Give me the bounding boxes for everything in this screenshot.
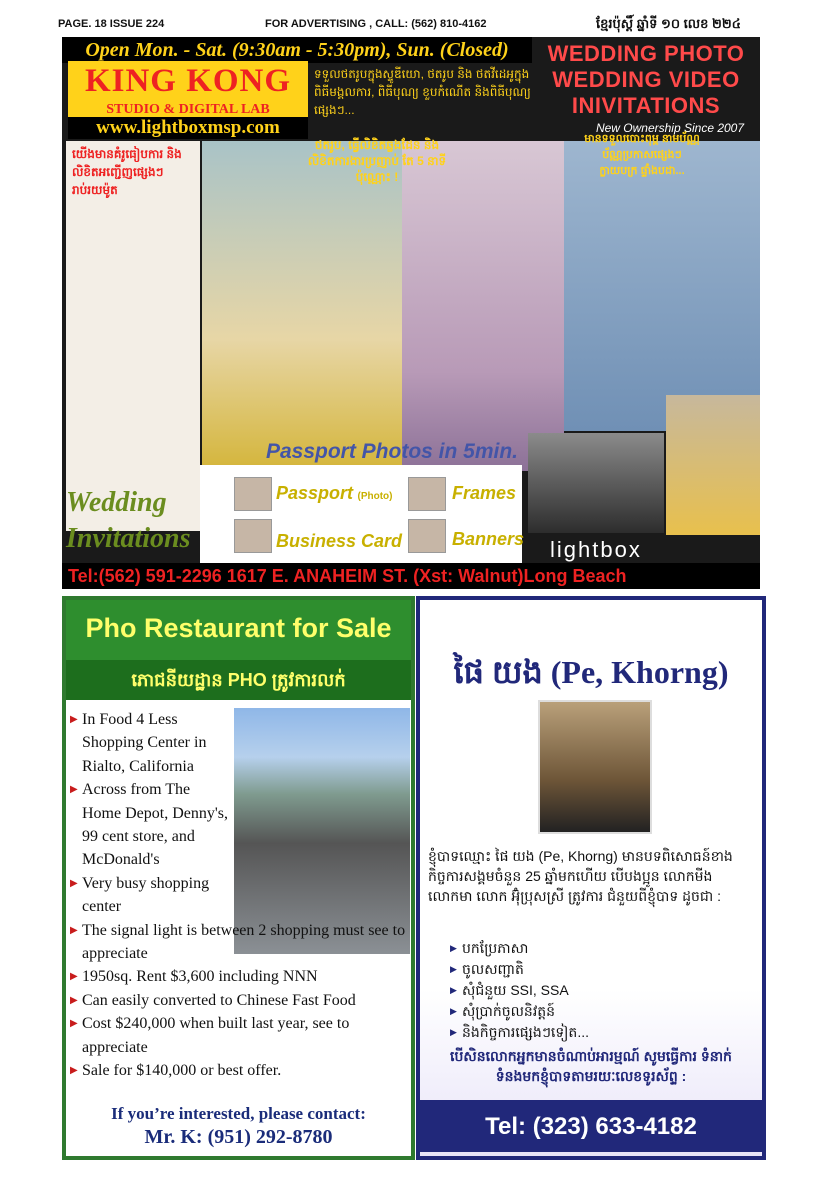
list-item: ▶ Very busy shopping center	[70, 872, 232, 919]
graduate-photo-2	[666, 395, 760, 535]
wedding-invitations-line: Wedding	[66, 487, 167, 518]
list-item: ▶ The signal light is between 2 shopping must see to appreciate	[70, 919, 406, 966]
wedding-invitations-label	[66, 485, 226, 557]
list-item: ▶ 1950sq. Rent $3,600 including NNN	[70, 965, 406, 988]
services-title-line: WEDDING VIDEO	[552, 67, 740, 92]
studio-contact: Tel:(562) 591-2296 1617 E. ANAHEIM ST. (Xst: Walnut)Long Beach	[62, 563, 760, 589]
portrait-photo	[538, 700, 652, 834]
lightbox-logo: lightbox	[550, 537, 642, 562]
khmer-passport-text: ថតរូប, ធ្វើលិខិតឆ្លងដែន និងលិខិតការងារប្រញាប់ តែ 5 នាទីប៉ុណ្ណោះ !	[307, 138, 447, 184]
services-title-line: WEDDING PHOTO	[547, 41, 745, 66]
pe-intro: ខ្ញុំបាទឈ្មោះ ផៃ យង (Pe, Khorng) មានបទពិសោធន៍ខាងកិច្ចការសង្គមចំនួន 25 ឆ្នាំមកហើយ បើបងប្អូន លោកមីង លោកមា លោក អ៊ុំប្រុសស្រី ត្រូវការ ជំនួយពីខ្ញុំបាទ ដូចជា :	[428, 848, 733, 904]
services-title-line: INIVITATIONS	[571, 93, 721, 118]
advertising-line: FOR ADVERTISING , CALL: (562) 810-4162	[265, 18, 487, 30]
list-item: ▶ សុំប្រាក់ចូលនិវត្តន៍	[450, 1001, 750, 1022]
studio-url[interactable]: www.lightboxmsp.com	[68, 117, 308, 139]
pe-closing: បើសិនលោកអ្នកមានចំណាប់អារម្មណ៍ សូមធ្វើការ ទំនាក់ទំនងមកខ្ញុំបាទតាមរយៈលេខទូរស័ព្ទ :	[450, 1048, 732, 1084]
khmer-invitation-text: យើងមានគំរូធៀបការ និងលិខិតអញ្ជើញផ្សេងៗ រាប់រយម៉ូត	[72, 147, 182, 197]
pho-details-list	[70, 708, 406, 1083]
list-item: ▶ Can easily converted to Chinese Fast Food	[70, 989, 406, 1012]
passport-promo: Passport Photos in 5min.	[265, 440, 519, 463]
pho-title: Pho Restaurant for Sale	[66, 600, 411, 660]
studio-name: KING KONG	[68, 61, 308, 101]
list-item: ▶ ចូលសញ្ជាតិ	[450, 959, 750, 980]
pho-restaurant-ad	[62, 596, 415, 1160]
frames-icon	[408, 477, 446, 511]
khmer-printing-text: មានទទួលបោះពុម្ព នាមប័ណ្ណ ប័ណ្ណប្រកាសផ្សេងៗ ក្លាយបក្រ ផ្ទាំងបដា...	[584, 133, 700, 177]
banners-icon	[408, 519, 446, 553]
bride-photo	[402, 141, 564, 471]
khmer-issue: ខ្មែរប៉ុស្ដិ៍ ឆ្នាំទី ១០ លេខ ២២៤	[596, 16, 741, 31]
pho-contact-phone[interactable]: Mr. K: (951) 292-8780	[144, 1126, 333, 1148]
list-item: ▶ និងកិច្ចការផ្សេងៗទៀត...	[450, 1022, 750, 1043]
list-item: ▶ សុំជំនួយ SSI, SSA	[450, 980, 750, 1001]
list-item: ▶ In Food 4 Less Shopping Center in Rialto, California	[70, 708, 232, 778]
wedding-invitations-line: Invitations	[66, 523, 191, 554]
services-title	[534, 41, 758, 119]
service-passport	[276, 483, 392, 504]
khmer-services-text: ទទួលថតរូបក្នុងស្ទូឌីយោ, ថតរូប និង ថតវីដេអូក្នុងពិធីមង្គលការ, ពិធីបុណ្យ ខួបកំណើត និងពិធីបុណ្យផ្សេងៗ...	[314, 67, 531, 117]
pe-title: ផៃ យង (Pe, Khorng)	[453, 654, 729, 690]
service-banners: Banners	[452, 529, 525, 549]
pe-phone[interactable]: Tel: (323) 633-4182	[420, 1100, 762, 1152]
graduate-photo	[564, 141, 760, 431]
pho-khmer-title: ភោជនីយដ្ឋាន PHO ត្រូវការលក់	[66, 660, 411, 700]
wedding-couple-photo	[202, 141, 402, 471]
king-kong-ad	[62, 37, 760, 589]
service-business-card: Business Card	[276, 531, 403, 551]
list-item: ▶ បកប្រែភាសា	[450, 938, 750, 959]
new-ownership: New Ownership Since 2007	[595, 121, 745, 135]
pho-contact-line: If you’re interested, please contact:	[111, 1104, 366, 1123]
list-item: ▶ Across from The Home Depot, Denny's, 99 cent store, and McDonald's	[70, 778, 232, 872]
pe-services-list	[450, 938, 750, 1043]
page-issue: PAGE. 18 ISSUE 224	[58, 18, 165, 30]
passport-icon	[234, 477, 272, 511]
business-hours: Open Mon. - Sat. (9:30am - 5:30pm), Sun. (Closed)	[62, 37, 532, 63]
pe-khorng-ad	[416, 596, 766, 1160]
service-frames: Frames	[452, 483, 517, 503]
studio-subname: STUDIO & DIGITAL LAB	[68, 101, 308, 119]
invitation-cards-photo	[66, 141, 200, 531]
list-item: ▶ Cost $240,000 when built last year, see to appreciate	[70, 1012, 406, 1059]
business-card-icon	[234, 519, 272, 553]
service-passport-note: (Photo)	[357, 491, 393, 502]
service-passport-label: Passport	[276, 483, 354, 503]
list-item: ▶ Sale for $140,000 or best offer.	[70, 1059, 406, 1082]
